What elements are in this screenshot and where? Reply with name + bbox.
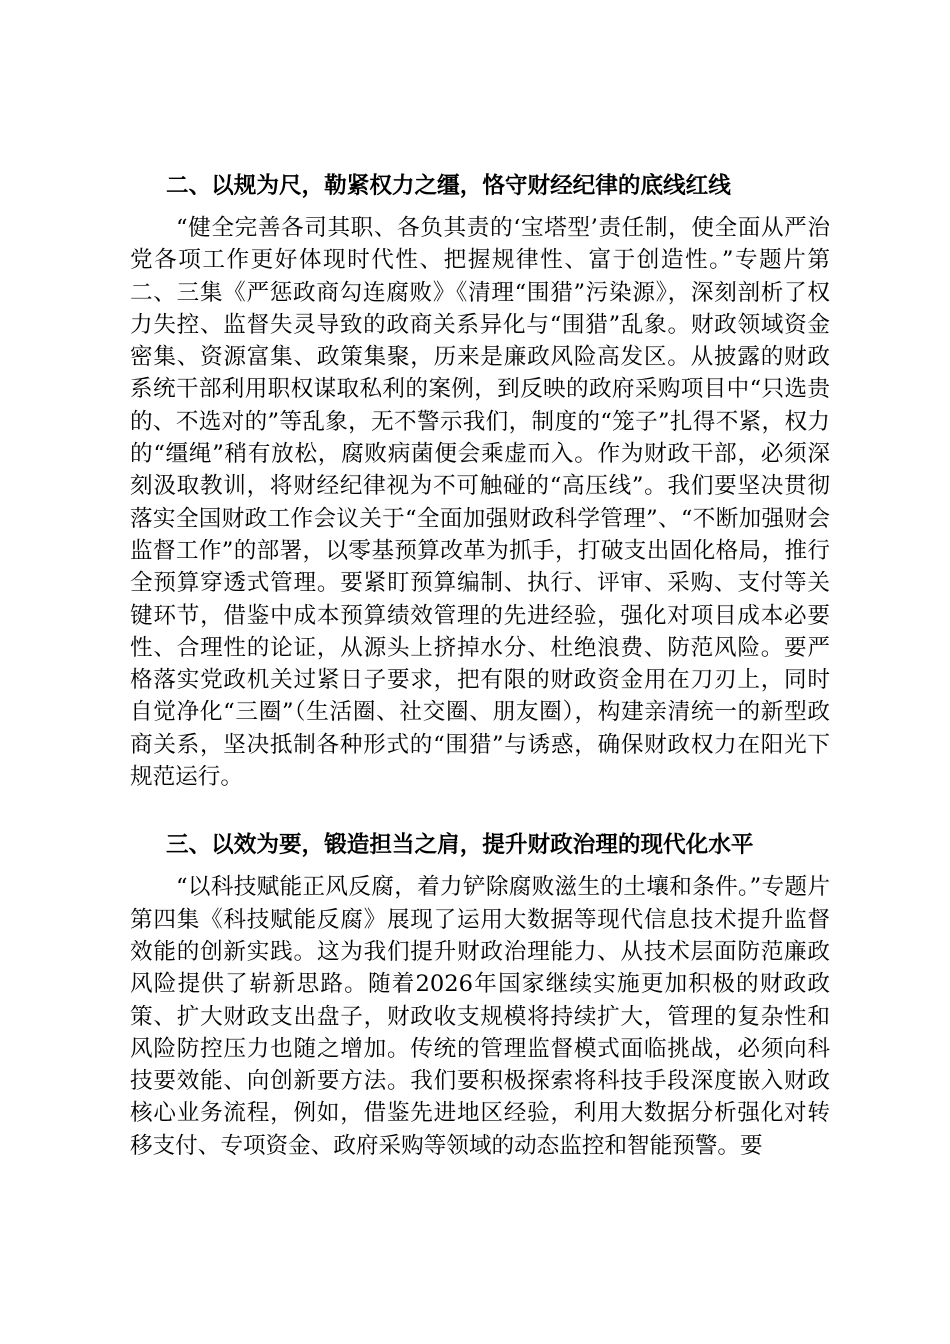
section-heading-3: 三、以效为要，锻造担当之肩，提升财政治理的现代化水平 — [166, 832, 754, 859]
section-heading-2: 二、以规为尺，勒紧权力之缰，恪守财经纪律的底线红线 — [166, 173, 731, 199]
document-body — [130, 160, 830, 1162]
paragraph-spacer — [130, 793, 830, 817]
section-paragraph-2: “健全完善各司其职、各负其责的‘宝塔型’责任制，使全面从严治党各项工作更好体现时代性、把握规律性、富于创造性。”专题片第二、三集《严惩政商勾连腐败》《清理“围猎”污染源》，深刻剖析了权力失控、监督失灵导致的政商关系异化与“围猎”乱象。财政领域资金密集、资源富集、政策集聚，历来是廉政风险高发区。从披露的财政系统干部利用职权谋取私利的案例，到反映的政府采购项目中“只选贵的、不选对的”等乱象，无不警示我们，制度的“笼子”扎得不紧，权力的“缰绳”稍有放松，腐败病菌便会乘虚而入。作为财政干部，必须深刻汲取教训，将财经纪律视为不可触碰的“高压线”。我们要坚决贯彻落实全国财政工作会议关于“全面加强财政科学管理”、“不断加强财会监督工作”的部署，以零基预算改革为抓手，打破支出固化格局，推行全预算穿透式管理。要紧盯预算编制、执行、评审、采购、支付等关键环节，借鉴中成本预算绩效管理的先进经验，强化对项目成本必要性、合理性的论证，从源头上挤掉水分、杜绝浪费、防范风险。要严格落实党政机关过紧日子要求，把有限的财政资金用在刀刃上，同时自觉净化“三圈”（生活圈、社交圈、朋友圈），构建亲清统一的新型政商关系，坚决抵制各种形式的“围猎”与诱惑，确保财政权力在阳光下规范运行。 — [130, 215, 830, 791]
section-paragraph-3: “以科技赋能正风反腐，着力铲除腐败滋生的土壤和条件。”专题片第四集《科技赋能反腐》展现了运用大数据等现代信息技术提升监督效能的创新实践。这为我们提升财政治理能力、从技术层面防范廉政风险提供了崭新思路。随着2026年国家继续实施更加积极的财政政策、扩大财政支出盘子，财政收支规模将持续扩大，管理的复杂性和风险防控压力也随之增加。传统的管理监督模式面临挑战，必须向科技要效能、向创新要方法。我们要积极探索将科技手段深度嵌入财政核心业务流程，例如，借鉴先进地区经验，利用大数据分析强化对转移支付、专项资金、政府采购等领域的动态监控和智能预警。要 — [130, 874, 830, 1159]
